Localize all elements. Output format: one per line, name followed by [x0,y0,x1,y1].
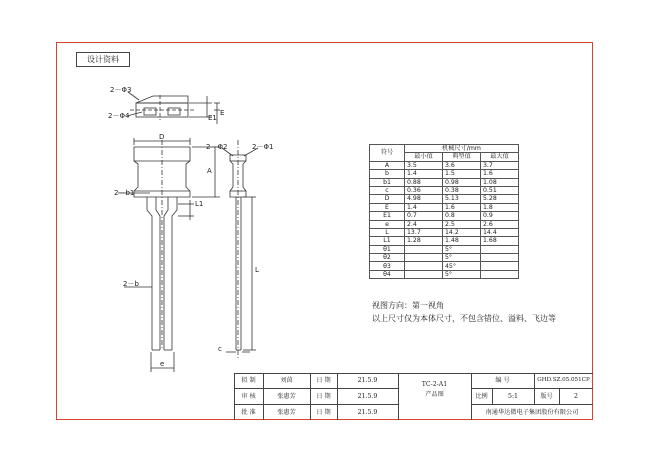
cell-typ: 0.98 [443,178,481,186]
dimension-row [370,212,519,220]
approve-name: 张惠芳 [277,409,296,416]
dimension-row [370,186,519,194]
cell-min: 3.5 [405,161,443,169]
front-view [118,138,220,372]
cell-max: 1.8 [481,203,519,211]
cell-min: 0.88 [405,178,443,186]
date-value-3: 21.5.9 [357,409,378,416]
dimension-row [370,170,519,178]
cell-min [405,270,443,278]
cell-max [481,245,519,253]
label-D: D [159,133,165,141]
label-2-phi2: 2－Φ2 [206,143,228,151]
dimension-row [370,161,519,169]
review-name: 张惠芳 [277,393,296,400]
cell-min: 0.36 [405,186,443,194]
notes [372,299,556,325]
label-e: e [160,360,165,368]
cell-typ: 45° [443,262,481,270]
date-label-1: 日 期 [316,377,331,384]
date-value-2: 21.5.9 [357,393,378,400]
dimension-row [370,262,519,270]
dimension-row [370,220,519,228]
dimension-table [369,144,519,279]
label-A: A [207,167,212,175]
cell-sym: c [370,186,405,194]
cell-sym: L [370,228,405,236]
cell-sym: θ1 [370,245,405,253]
cell-typ: 0.38 [443,186,481,194]
draw-name: 刘茵 [280,377,293,384]
label-2-phi4: 2－Φ4 [108,112,130,120]
cell-max [481,254,519,262]
title-block [234,373,593,420]
cell-typ: 0.8 [443,212,481,220]
col-max: 最大值 [481,153,519,161]
side-view [222,140,258,360]
cell-min: 1.4 [405,203,443,211]
date-value-1: 21.5.9 [357,377,378,384]
cell-typ: 14.2 [443,228,481,236]
cell-sym: A [370,161,405,169]
dimension-row [370,195,519,203]
package-name: TC-2-A1 [421,381,448,388]
dimension-rows [370,161,519,278]
cell-max: 1.68 [481,237,519,245]
cell-min [405,262,443,270]
cell-min [405,245,443,253]
cell-sym: D [370,195,405,203]
cell-sym: L1 [370,237,405,245]
scale-label: 比例 [475,393,488,400]
dimension-row [370,254,519,262]
cell-max: 2.6 [481,220,519,228]
view-direction-note: 视图方向：第一视角 [372,301,444,310]
label-L1: L1 [195,200,204,208]
product-drawing: 产品图 [425,391,444,398]
header-group: 机械尺寸/mm [405,145,519,153]
cell-max: 0.9 [481,212,519,220]
label-c: c [218,345,222,353]
cell-typ: 5° [443,245,481,253]
cell-typ: 1.6 [443,203,481,211]
draw-label: 拟 制 [241,377,256,384]
date-label-3: 日 期 [316,409,331,416]
review-label: 审 核 [241,393,256,400]
cell-max: 1.08 [481,178,519,186]
dimension-note: 以上尺寸仅为本体尺寸，不包含错位、溢料、飞边等 [372,314,556,323]
cell-max: 5.28 [481,195,519,203]
top-view [127,92,220,124]
cell-typ: 1.48 [443,237,481,245]
cell-min: 2.4 [405,220,443,228]
cell-sym: θ3 [370,262,405,270]
cell-min: 1.4 [405,170,443,178]
cell-sym: θ2 [370,254,405,262]
col-symbol: 符号 [370,145,405,162]
cell-min: 0.7 [405,212,443,220]
label-2-b1: 2－b1 [114,189,135,197]
page-label: 版号 [540,393,553,400]
cell-max [481,270,519,278]
cell-sym: E [370,203,405,211]
number-value: GHD.SZ.05.051CP [537,377,590,383]
dimension-row [370,245,519,253]
label-2-phi3: 2－Φ3 [110,86,132,94]
label-2-phi1: 2－Φ1 [252,143,274,151]
cell-typ: 2.5 [443,220,481,228]
dimension-row [370,228,519,236]
cell-min [405,254,443,262]
cell-max: 3.7 [481,161,519,169]
cell-sym: b1 [370,178,405,186]
label-L: L [255,266,259,274]
page-value: 2 [574,393,578,400]
design-data-tag: 设计资料 [76,52,130,67]
cell-sym: e [370,220,405,228]
cell-typ: 1.5 [443,170,481,178]
cell-typ: 5° [443,254,481,262]
cell-max [481,262,519,270]
dimension-row [370,178,519,186]
dimension-row [370,270,519,278]
cell-max: 0.51 [481,186,519,194]
cell-max: 1.6 [481,170,519,178]
col-typ: 典型值 [443,153,481,161]
dimension-row [370,203,519,211]
label-E: E [220,109,225,117]
cell-min: 4.98 [405,195,443,203]
cell-min: 13.7 [405,228,443,236]
company-name: 南通华达微电子集团股份有限公司 [485,409,579,416]
date-label-2: 日 期 [316,393,331,400]
col-min: 最小值 [405,153,443,161]
scale-value: 5:1 [508,393,518,400]
dimension-row [370,237,519,245]
cell-sym: θ4 [370,270,405,278]
cell-max: 14.4 [481,228,519,236]
cell-typ: 3.6 [443,161,481,169]
label-2-b: 2－b [123,280,139,288]
cell-typ: 5.13 [443,195,481,203]
cell-typ: 5° [443,270,481,278]
cell-sym: b [370,170,405,178]
number-label: 编 号 [495,377,510,384]
label-E1: E1 [208,114,217,122]
cell-sym: E1 [370,212,405,220]
approve-label: 批 准 [241,409,256,416]
cell-min: 1.28 [405,237,443,245]
